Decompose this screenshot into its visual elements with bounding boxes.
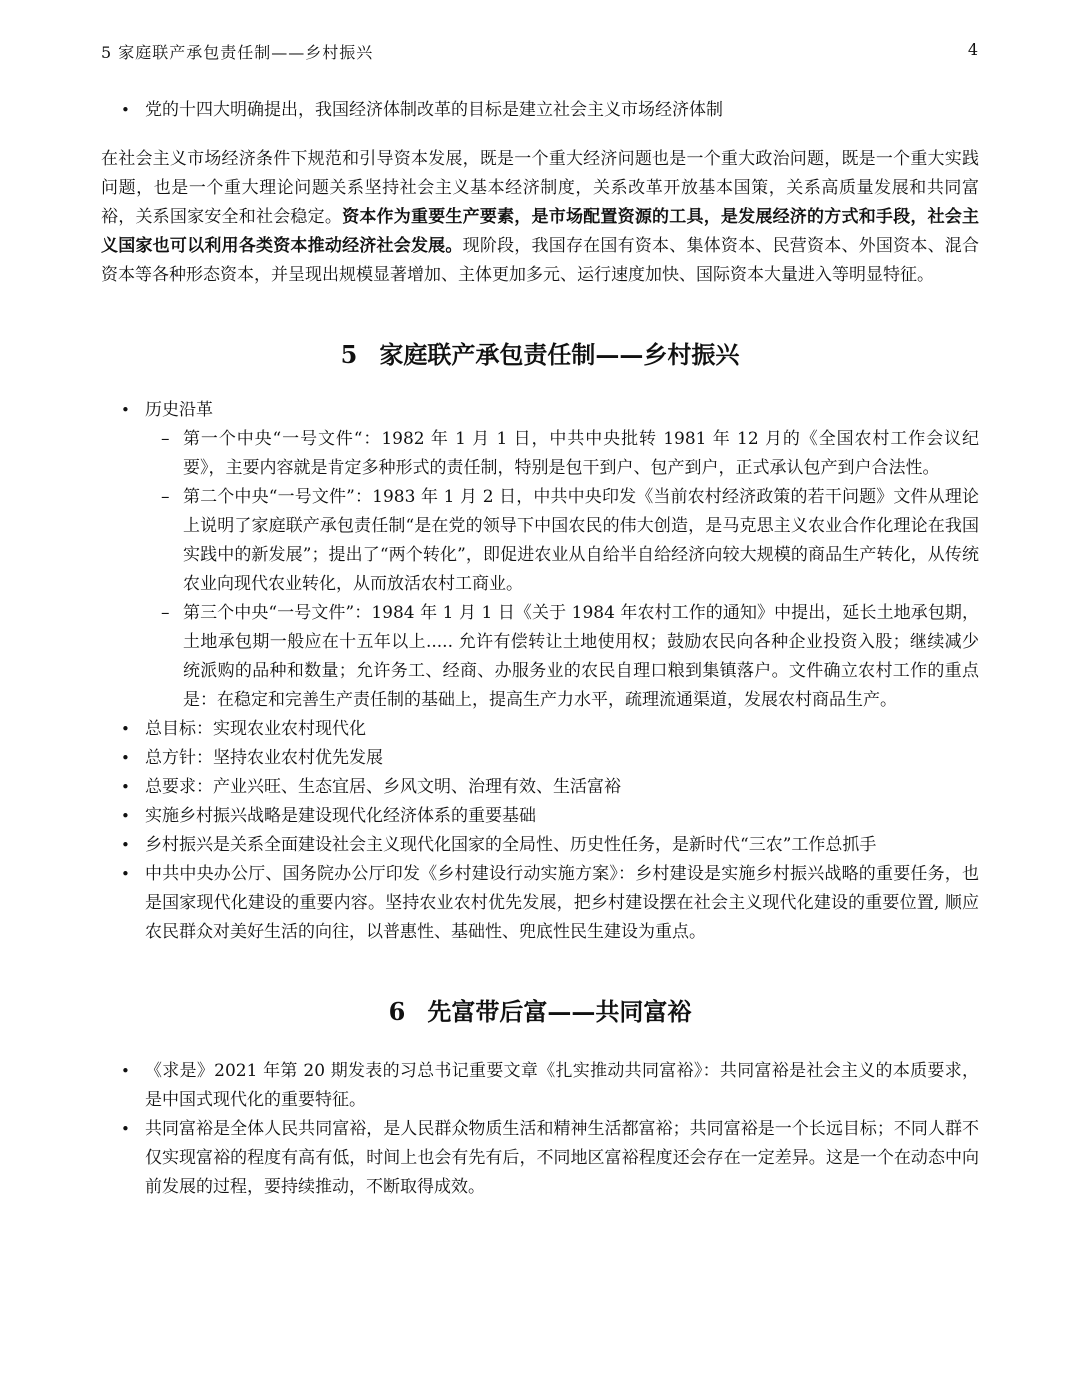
list-item: • 党的十四大明确提出，我国经济体制改革的目标是建立社会主义市场经济体制 [101, 96, 979, 125]
section6-bullet-list [101, 1057, 979, 1202]
list-item: • 乡村振兴是关系全面建设社会主义现代化国家的全局性、历史性任务，是新时代“三农”工作总抓手 [101, 831, 979, 860]
top-bullet-list [101, 96, 979, 125]
list-item [101, 396, 979, 715]
paragraph-text: 现阶段，我国存在国有资本、集体资本、民营资本、外国资本、混合资本等各种形态资本，并呈现出规模显著增加、主体更加多元、运行速度加快、国际资本大量进入等明显特征。 [101, 236, 980, 285]
section5-bullet-list [101, 396, 979, 947]
section-title: 家庭联产承包责任制——乡村振兴 [379, 340, 740, 369]
paragraph-bold-text: 资本作为重要生产要素，是市场配置资源的工具，是发展经济的方式和手段，社会主义国家也可以利用各类资本推动经济社会发展。 [101, 207, 980, 256]
section-heading [101, 338, 979, 372]
list-item: • 总要求：产业兴旺、生态宜居、乡风文明、治理有效、生活富裕 [101, 773, 979, 802]
section-title: 先富带后富——共同富裕 [427, 997, 692, 1026]
list-item: • 总方针：坚持农业农村优先发展 [101, 744, 979, 773]
section-number: 6 [388, 997, 406, 1026]
history-sublist [145, 425, 979, 715]
sublist-item: – 第一个中央“一号文件“：1982 年 1 月 1 日，中共中央批转 1981 年 12 月的《全国农村工作会议纪要》，主要内容就是肯定多种形式的责任制，特别是包干到户、包产到户，正式承认包产到户合法性。 [145, 425, 979, 483]
list-item: • 中共中央办公厅、国务院办公厅印发《乡村建设行动实施方案》：乡村建设是实施乡村振兴战略的重要任务，也是国家现代化建设的重要内容。坚持农业农村优先发展，把乡村建设摆在社会主义现代化建设的重要位置, 顺应农民群众对美好生活的向往，以普惠性、基础性、兜底性民生建设为重点。 [101, 860, 979, 947]
section-heading [101, 995, 979, 1029]
list-item: • 《求是》2021 年第 20 期发表的习总书记重要文章《扎实推动共同富裕》：共同富裕是社会主义的本质要求，是中国式现代化的重要特征。 [101, 1057, 979, 1115]
running-header-title: 5 家庭联产承包责任制——乡村振兴 [101, 43, 374, 62]
list-item: • 总目标：实现农业农村现代化 [101, 715, 979, 744]
page-number: 4 [967, 40, 979, 59]
body-paragraph [101, 145, 979, 290]
history-label: 历史沿革 [145, 400, 213, 420]
list-item: • 共同富裕是全体人民共同富裕，是人民群众物质生活和精神生活都富裕；共同富裕是一个长远目标；不同人群不仅实现富裕的程度有高有低，时间上也会有先有后，不同地区富裕程度还会存在一定差异。这是一个在动态中向前发展的过程，要持续推动，不断取得成效。 [101, 1115, 979, 1202]
paragraph-text: 在社会主义市场经济条件下规范和引导资本发展，既是一个重大经济问题也是一个重大政治问题，既是一个重大实践问题，也是一个重大理论问题关系坚持社会主义基本经济制度，关系改革开放基本国策，关系高质量发展和共同富裕，关系国家安全和社会稳定。 [101, 149, 979, 227]
main-content [101, 96, 979, 1202]
sublist-item: – 第三个中央“一号文件”：1984 年 1 月 1 日《关于 1984 年农村工作的通知》中提出，延长土地承包期，土地承包期一般应在十五年以上..... 允许有偿转让土地使用权；鼓励农民向各种企业投资入股；继续减少统派购的品种和数量；允许务工、经商、办服务业的农民自理口粮到集镇落户。文件确立农村工作的重点是：在稳定和完善生产责任制的基础上，提高生产力水平，疏理流通渠道，发展农村商品生产。 [145, 599, 979, 715]
list-item: • 实施乡村振兴战略是建设现代化经济体系的重要基础 [101, 802, 979, 831]
running-header [101, 40, 979, 64]
sublist-item: – 第二个中央“一号文件”：1983 年 1 月 2 日，中共中央印发《当前农村经济政策的若干问题》文件从理论上说明了家庭联产承包责任制“是在党的领导下中国农民的伟大创造，是马克思主义农业合作化理论在我国实践中的新发展”；提出了“两个转化”，即促进农业从自给半自给经济向较大规模的商品生产转化，从传统农业向现代农业转化，从而放活农村工商业。 [145, 483, 979, 599]
section-number: 5 [340, 340, 358, 369]
